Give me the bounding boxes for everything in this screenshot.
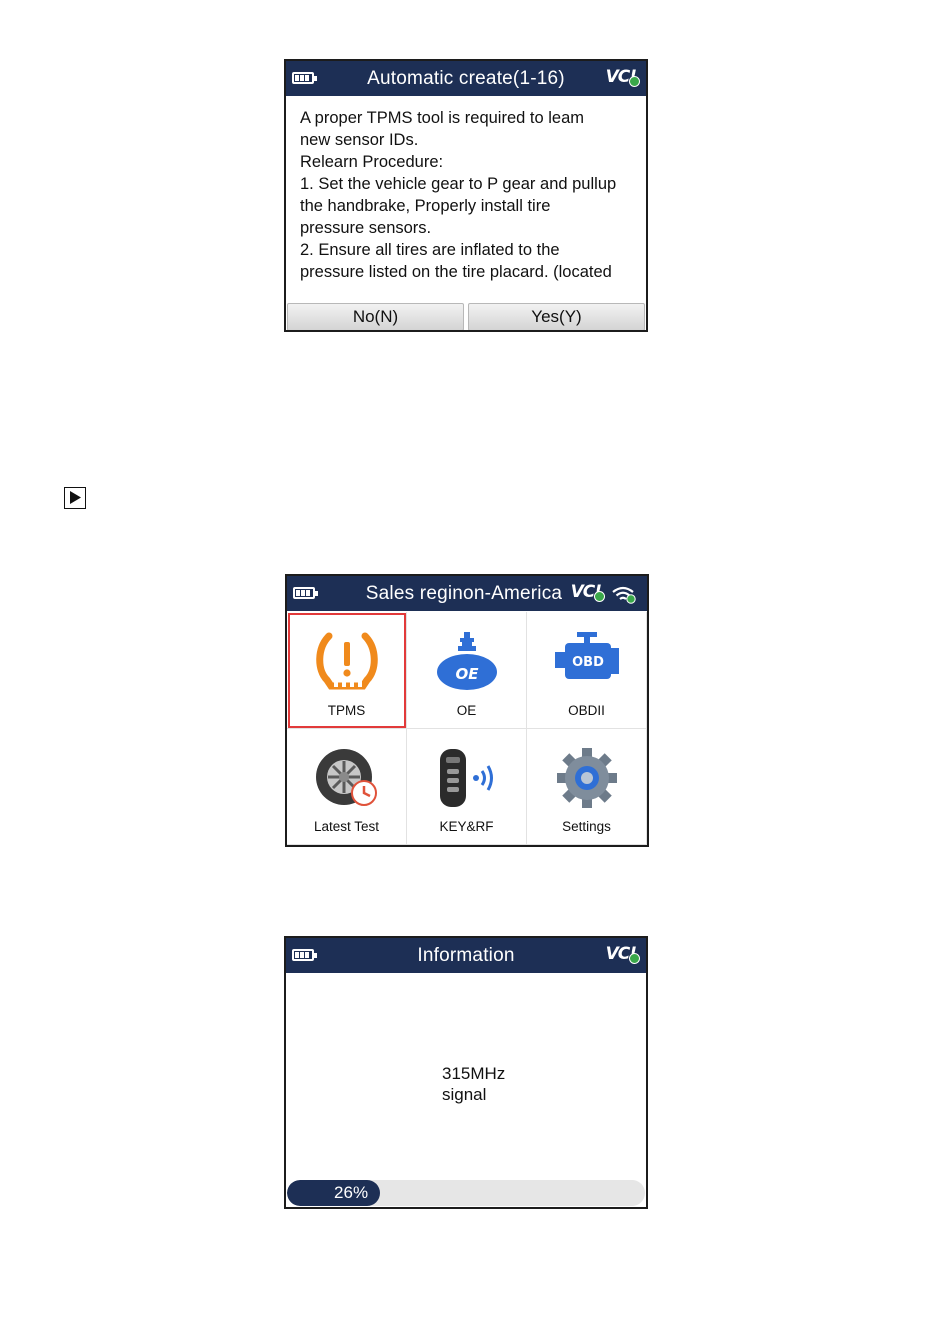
instruction-line: Relearn Procedure: (300, 153, 444, 171)
car-key-icon (432, 747, 502, 809)
vci-status-icon: VC (606, 944, 636, 964)
tile-key-rf[interactable] (407, 729, 527, 846)
frequency-text: 315MHz (442, 1064, 506, 1083)
svg-text:OBD: OBD (571, 655, 604, 670)
tpms-warning-icon (315, 630, 379, 692)
tile-label: Latest Test (313, 819, 380, 834)
obd-engine-icon (551, 630, 623, 692)
wifi-icon (611, 584, 637, 604)
home-screen (285, 574, 649, 847)
no-button[interactable]: No(N) (287, 303, 464, 331)
relearn-screen (284, 59, 648, 332)
menu-grid (287, 612, 647, 845)
battery-icon (292, 949, 314, 961)
vci-status-icon: VC (606, 67, 636, 87)
instruction-line: pressure listed on the tire placard. (located (300, 263, 612, 281)
signal-text: signal (442, 1085, 487, 1104)
instruction-line: new sensor IDs. (300, 131, 419, 149)
oe-sensor-icon (435, 630, 499, 692)
title-bar (286, 61, 646, 96)
info-screen (284, 936, 648, 1209)
instruction-line: pressure sensors. (300, 219, 432, 237)
instruction-line: A proper TPMS tool is required to leam (300, 109, 584, 127)
tile-tpms[interactable] (287, 612, 407, 729)
vci-status-icon: VC (571, 582, 601, 602)
progress-bar (287, 1180, 645, 1206)
instruction-line: 2. Ensure all tires are inflated to the (300, 241, 560, 259)
tire-clock-icon (314, 747, 380, 809)
tile-label: Settings (562, 819, 611, 834)
screen-title: Sales reginon-America (365, 582, 563, 604)
button-bar (286, 302, 646, 330)
tile-label: OBDII (568, 702, 605, 718)
screen-title: Information (417, 944, 515, 966)
relearn-instructions (300, 107, 640, 283)
progress-label: 26% (334, 1183, 369, 1202)
title-bar (286, 938, 646, 973)
instruction-line: 1. Set the vehicle gear to P gear and pullup (300, 175, 617, 193)
yes-button[interactable]: Yes(Y) (468, 303, 645, 331)
battery-icon (293, 587, 315, 599)
title-bar (287, 576, 647, 611)
tile-latest-test[interactable] (287, 729, 407, 846)
signal-message (442, 1063, 505, 1105)
screen-title: Automatic create(1-16) (367, 67, 565, 89)
tile-label: KEY&RF (439, 819, 494, 834)
tile-oe[interactable] (407, 612, 527, 729)
svg-text:OE: OE (455, 665, 478, 683)
play-icon (64, 487, 86, 509)
tile-label: TPMS (327, 702, 366, 718)
progress-fill (287, 1180, 380, 1206)
tile-obdii[interactable] (527, 612, 647, 729)
gear-icon (556, 747, 618, 809)
tile-settings[interactable] (527, 729, 647, 846)
battery-icon (292, 72, 314, 84)
tile-label: OE (456, 702, 477, 718)
instruction-line: the handbrake, Properly install tire (300, 197, 551, 215)
